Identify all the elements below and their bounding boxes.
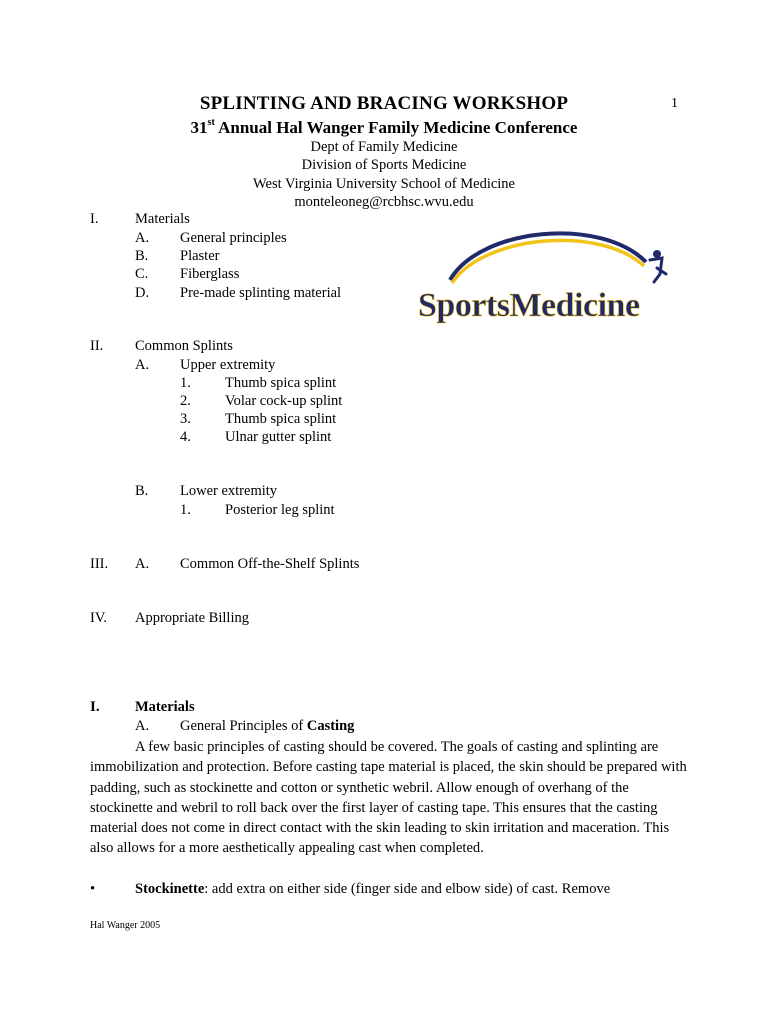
logo-text-sports: Sports: [418, 287, 510, 324]
outline-s2-a1-num: 1.: [180, 375, 191, 391]
logo-text-medicine: Medicine: [509, 287, 640, 324]
conference-subtitle: [0, 118, 768, 138]
svg-text:SportsMedicine: [418, 287, 640, 324]
outline-s2-a-text: Upper extremity: [180, 357, 276, 373]
bullet-bold-term: Stockinette: [135, 881, 205, 897]
outline-s2-a4-text: Ulnar gutter splint: [225, 429, 332, 445]
logo-athlete-icon: [650, 250, 666, 282]
outline-s1-c-letter: C.: [135, 266, 149, 282]
outline-s3-text: Common Off-the-Shelf Splints: [180, 556, 360, 572]
outline-s4-num: IV.: [90, 610, 108, 626]
sports-medicine-logo: [410, 222, 678, 326]
outline-s1-d-text: Pre-made splinting material: [180, 285, 342, 301]
outline-s2-a-letter: A.: [135, 357, 150, 373]
outline-s4-text: Appropriate Billing: [135, 610, 249, 626]
page-number: 1: [671, 96, 678, 111]
header-division: Division of Sports Medicine: [301, 157, 467, 173]
body-section-num: I.: [90, 699, 100, 715]
outline-s1-b-text: Plaster: [180, 248, 220, 264]
outline-s2-b-letter: B.: [135, 483, 149, 499]
bullet-text: : add extra on either side (finger side and elbow side) of cast. Remove: [204, 881, 611, 897]
logo-arc-gold: [452, 240, 644, 283]
outline-s1-a-letter: A.: [135, 230, 150, 246]
document-title: SPLINTING AND BRACING WORKSHOP: [199, 93, 569, 114]
outline-s2-a1-text: Thumb spica splint: [225, 375, 337, 391]
outline-s2-b1-text: Posterior leg splint: [225, 502, 335, 518]
outline-s2-b1-num: 1.: [180, 502, 191, 518]
body-sub-text: General Principles of: [180, 718, 307, 734]
outline-s1-d-letter: D.: [135, 285, 150, 301]
bullet-item: [135, 881, 610, 898]
outline-s1-num: I.: [90, 211, 99, 227]
footer-text: Hal Wanger 2005: [90, 920, 161, 931]
outline-s2-a2-text: Volar cock-up splint: [225, 393, 343, 409]
outline-s1-c-text: Fiberglass: [180, 266, 240, 282]
header-school: West Virginia University School of Medicine: [252, 176, 515, 192]
outline-s2-label: Common Splints: [135, 338, 233, 354]
outline-s2-a2-num: 2.: [180, 393, 191, 409]
subtitle-number: 31: [190, 118, 208, 137]
body-paragraph: A few basic principles of casting should be covered. The goals of casting and splinting are immobilization and protection. Before casting tape material is placed, the skin should be prepared with padding, such as stockinette and cotton or synthetic webril. Allow enough of overhang of the stockinette and webril to roll back over the first layer of casting tape. This ensures that the casting material does not come in direct contact with the skin leading to skin irritation and maceration. This also allows for a more aesthetically appealing cast when completed.: [90, 739, 687, 857]
outline-s1-label: Materials: [135, 211, 190, 227]
outline-s2-a3-text: Thumb spica splint: [225, 411, 337, 427]
outline-s3-num: III.: [90, 556, 109, 572]
bullet-symbol: •: [90, 881, 96, 897]
outline-s2-b-text: Lower extremity: [180, 483, 278, 499]
outline-s1-b-letter: B.: [135, 248, 149, 264]
outline-s2-a4-num: 4.: [180, 429, 191, 445]
subtitle-rest: Annual Hal Wanger Family Medicine Conference: [214, 118, 578, 137]
body-sub-letter: A.: [135, 718, 150, 734]
outline-s2-a3-num: 3.: [180, 411, 191, 427]
subtitle-suffix: st: [207, 117, 215, 129]
outline-s3-letter: A.: [135, 556, 150, 572]
header-email: monteleoneg@rcbhsc.wvu.edu: [294, 194, 474, 210]
body-section-label: Materials: [135, 699, 195, 715]
header-dept: Dept of Family Medicine: [310, 139, 458, 155]
body-sub-heading: [180, 718, 354, 735]
body-sub-bold: Casting: [306, 718, 355, 734]
outline-s2-num: II.: [90, 338, 104, 354]
outline-s1-a-text: General principles: [180, 230, 287, 246]
